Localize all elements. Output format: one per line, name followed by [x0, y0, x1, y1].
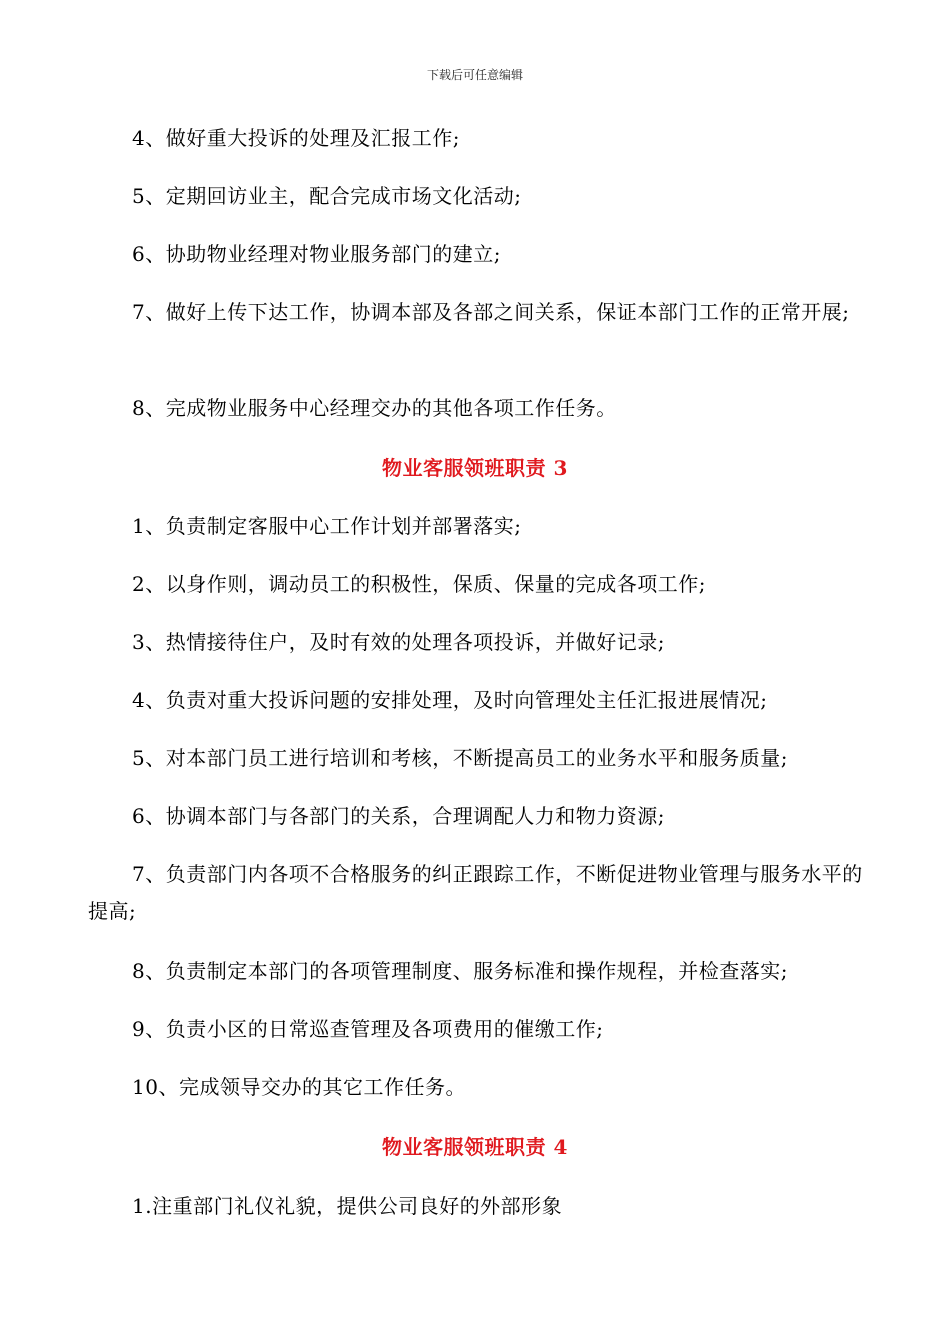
paragraph-item: 9、负责小区的日常巡查管理及各项费用的催缴工作;	[132, 1017, 604, 1041]
paragraph-item: 6、协调本部门与各部门的关系，合理调配人力和物力资源;	[132, 804, 665, 828]
paragraph-item: 1.注重部门礼仪礼貌，提供公司良好的外部形象	[132, 1194, 563, 1218]
paragraph-item: 10、完成领导交办的其它工作任务。	[132, 1075, 466, 1099]
paragraph-item: 8、完成物业服务中心经理交办的其他各项工作任务。	[132, 396, 617, 420]
paragraph-item: 2、以身作则，调动员工的积极性，保质、保量的完成各项工作;	[132, 572, 706, 596]
paragraph-item: 5、定期回访业主，配合完成市场文化活动;	[132, 184, 522, 208]
header-note: 下载后可任意编辑	[426, 68, 523, 82]
paragraph-item: 4、做好重大投诉的处理及汇报工作;	[132, 126, 460, 150]
paragraph-item: 7、负责部门内各项不合格服务的纠正跟踪工作，不断促进物业管理与服务水平的提高;	[88, 862, 863, 923]
section-heading: 物业客服领班职责 4	[382, 1135, 568, 1159]
paragraph-item: 3、热情接待住户，及时有效的处理各项投诉，并做好记录;	[132, 630, 665, 654]
paragraph-item: 8、负责制定本部门的各项管理制度、服务标准和操作规程，并检查落实;	[132, 959, 788, 983]
paragraph-item: 6、协助物业经理对物业服务部门的建立;	[132, 242, 501, 266]
paragraph-item: 7、做好上传下达工作，协调本部及各部之间关系，保证本部门工作的正常开展;	[132, 300, 850, 324]
paragraph-item: 5、对本部门员工进行培训和考核，不断提高员工的业务水平和服务质量;	[132, 746, 788, 770]
section-heading: 物业客服领班职责 3	[382, 456, 568, 480]
paragraph-item: 4、负责对重大投诉问题的安排处理，及时向管理处主任汇报进展情况;	[132, 688, 768, 712]
paragraph-item: 1、负责制定客服中心工作计划并部署落实;	[132, 514, 522, 538]
